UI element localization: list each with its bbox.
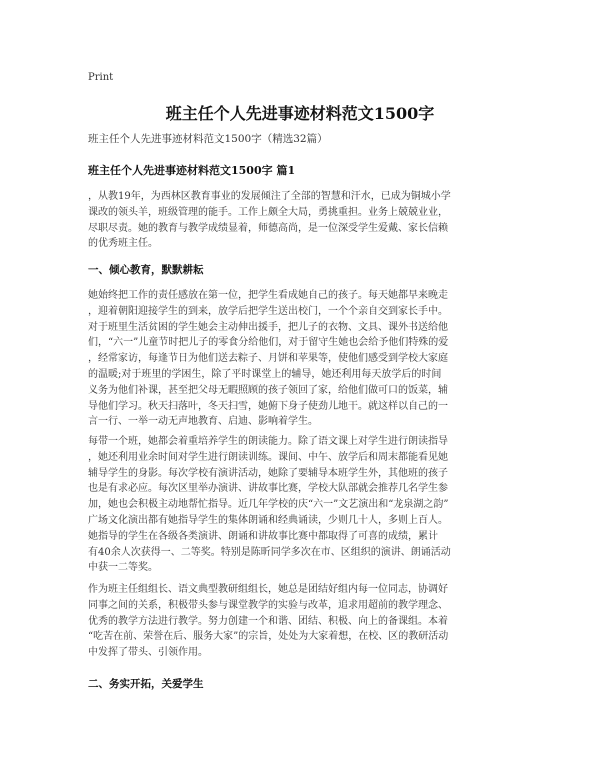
paragraph-2: 每带一个班，她都会着重培养学生的朗读能力。除了语文课上对学生进行朗读指导 ，她还利用业余时间对学生进行朗读训练。课间、中午、放学后和周末都能看见她 辅导学生的身影。每次学校有演讲活动，她除了要辅导本班学生外，其他班的孩子 也是有求必应。每次区里举办演讲、讲故事比赛，学校大队部就会推荐几名学生参 加，她也会积极主动地帮忙指导。近几年学校的庆“六一”文艺演出和“龙泉湖之韵” 广场文化演出都有她指导学生的集体朗诵和经典诵读，少则几十人，多则上百人。 她指导的学生在各级各类演讲、朗诵和讲故事比赛中都取得了可喜的成绩，累计 有40余人次获得一、二等奖。特别是陈昕同学多次在市、区组织的演讲、朗诵活动 中获一二等奖。	[88, 436, 451, 574]
paragraph-1: 她始终把工作的责任感放在第一位，把学生看成她自己的孩子。每天她都早来晚走 ，迎着朝阳迎接学生的到来，放学后把学生送出校门，一个个亲自交到家长手中。 对于班里生活贫困的学生她会主动伸出援手，把儿子的衣物、文具、课外书送给他 们，“六一”儿童节时把儿子的零食分给他们，对于留守生她也会给予他们特殊的爱 ，经常家访，每逢节日为他们送去粽子、月饼和苹果等，使他们感受到学校大家庭 的温暖;对于班里的学困生，除了平时课堂上的辅导，她还利用每天放学后的时间 义务为他们补课，甚至把父母无暇照顾的孩子领回了家，给他们做可口的饭菜，辅 导他们学习。秋天扫落叶，冬天扫雪，她俯下身子使劲儿地干。就这样以自己的一 言一行、一举一动无声地教育、启迪、影响着学生。	[88, 290, 449, 428]
section-heading-2: 二、务实开拓，关爱学生	[88, 678, 204, 690]
document-title: 班主任个人先进事迹材料范文1500字	[165, 104, 435, 123]
paragraph-3: 作为班主任组组长、语文典型教研组组长，她总是团结好组内每一位同志，协调好 同事之间的关系，积极带头参与课堂教学的实验与改革，追求用超前的教学理念、 优秀的教学方法进行教学。努力创建一个和谐、团结、积极、向上的备课组。本着 “吃苦在前、荣誉在后、服务大家”的宗旨，处处为大家着想，在校、区的教研活动 中发挥了带头、引领作用。	[88, 584, 449, 659]
print-link[interactable]: Print	[88, 72, 114, 83]
document-subtitle: 班主任个人先进事迹材料范文1500字（精选32篇）	[88, 133, 328, 145]
article-heading: 班主任个人先进事迹材料范文1500字 篇1	[88, 164, 296, 177]
intro-paragraph: ，从教19年，为西林区教育事业的发展倾注了全部的智慧和汗水，已成为铜城小学 课改的领头羊，班级管理的能手。工作上颇全大局，勇挑重担。业务上兢兢业业， 尽职尽责。她的教育与教学成绩显着，师德高尚，是一位深受学生爱戴、家长信赖 的优秀班主任。	[88, 191, 451, 250]
section-heading-1: 一、倾心教育，默默耕耘	[88, 264, 204, 276]
